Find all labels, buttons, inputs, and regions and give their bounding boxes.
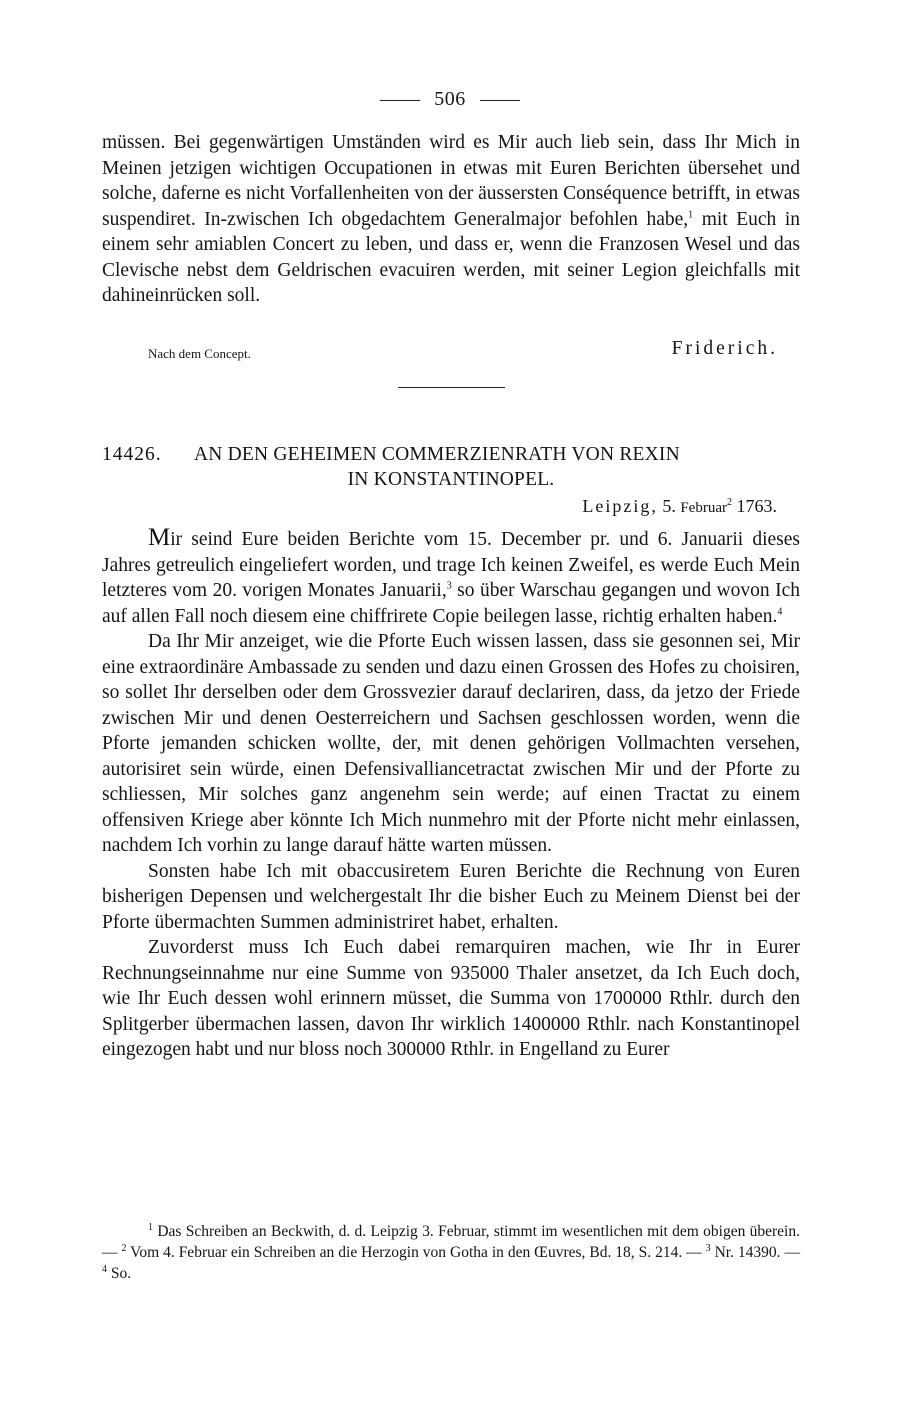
letter-heading-line-2: IN KONSTANTINOPEL.	[347, 469, 555, 490]
footnote-marker-3: 3	[446, 580, 452, 592]
paragraph-1-initial: M	[148, 524, 171, 551]
page-number	[0, 88, 900, 111]
footnote-4-marker: 4	[102, 1263, 107, 1275]
section-separator	[398, 387, 505, 388]
page-number-rule-right	[480, 100, 520, 101]
letter-body	[102, 525, 800, 1063]
footnote-2-marker: 2	[121, 1242, 127, 1254]
signature-row	[102, 338, 800, 364]
letter-heading-line-1: AN DEN GEHEIMEN COMMERZIENRATH VON REXIN	[194, 444, 680, 465]
dateline	[582, 496, 777, 517]
footnote-marker-4: 4	[777, 606, 783, 617]
date-month: Februar	[680, 500, 727, 516]
paragraph-1-text: ir seind Eure beiden Berichte vom 15. December pr. und 6. Januarii dieses Jahres getreulich eingeliefert worden, und trage Ich keinen Zweifel, es werde Euch Mein letzteres vom 20. vorigen Monates Januarii,	[102, 529, 800, 601]
continuation-paragraph	[102, 130, 800, 309]
paragraph-4: Zuvorderst muss Ich Euch dabei remarquiren machen, wie Ihr in Eurer Rechnungseinnahme nur eine Summe von 935000 Thaler ansetzet, da Ich Euch doch, wie Ihr Euch dessen wohl erinnern müsset, die Summa von 1700000 Rthlr. durch den Splitgerber übermachen lassen, davon Ihr wirklich 1400000 Rthlr. nach Konstantinopel eingezogen habt und nur bloss noch 300000 Rthlr. in Engelland zu Eurer	[102, 937, 800, 1060]
footnote-marker-2: 2	[727, 497, 732, 508]
source-note: Nach dem Concept.	[148, 346, 251, 361]
footnote-3: Nr. 14390. —	[710, 1244, 800, 1261]
page-number-text: 506	[434, 88, 466, 110]
paragraph-1	[102, 525, 800, 629]
footnote-1-marker: 1	[148, 1221, 153, 1233]
date-year: 1763.	[736, 496, 777, 516]
footnote-4: So.	[107, 1265, 132, 1282]
footnote-1: Das Schreiben an Beckwith, d. d. Leipzig 3. Februar, stimmt im wesentlichen mit dem obigen überein. —	[102, 1223, 800, 1261]
footnote-marker-1: 1	[688, 209, 694, 220]
signature: Friderich.	[671, 338, 778, 359]
footnote-3-marker: 3	[705, 1242, 711, 1254]
letter-number: 14426.	[102, 444, 162, 465]
paragraph-1-text-2: so über Warschau gegangen und wovon Ich auf allen Fall noch diesem eine chiffrirete Copie beilegen lasse, richtig erhalten haben.	[102, 580, 800, 627]
footnotes	[102, 1221, 800, 1284]
paragraph-3: Sonsten habe Ich mit obaccusiretem Euren Berichte die Rechnung von Euren bisherigen Depensen und welchergestalt Ihr die bisher Euch zu Meinem Dienst bei der Pforte übermachten Summen administriret habet, erhalten.	[102, 860, 800, 933]
paragraph-2: Da Ihr Mir anzeiget, wie die Pforte Euch wissen lassen, dass sie gesonnen sei, Mir eine extraordinäre Ambassade zu senden und dazu einen Grossen des Hofes zu choisiren, so sollet Ihr derselben oder dem Grossvezier darauf declariren, dass, da jetzo der Friede zwischen Mir und denen Oesterreichern und Sachsen geschlossen worden, wenn die Pforte jemanden schicken wollte, der, mit denen gehörigen Vollmachten versehen, autorisiret sein würde, einen Defensivalliancetractat zwischen Mir und der Pforte zu schliessen, Mir solches ganz angenehm sein werde; auf einen Tractat zu einem offensiven Kriege aber könnte Ich Mich nunmehro mit der Pforte nicht mehr einlassen, nachdem Ich vorhin zu lange darauf hätte warten müssen.	[102, 631, 800, 856]
continuation-text-1: müssen. Bei gegenwärtigen Umständen wird es Mir auch lieb sein, dass Ihr Mich in Meinen jetzigen wichtigen Occupationen in etwas mit Euren Berichten übersehet und solche, daferne es nicht Vorfallenheiten von der äussersten Conséquence betrifft, in etwas suspendiret. In-zwischen Ich obgedachtem Generalmajor befohlen habe,	[102, 132, 800, 230]
letter-heading	[102, 442, 800, 492]
footnote-2: Vom 4. Februar ein Schreiben an die Herzogin von Gotha in den Œuvres, Bd. 18, S. 214. —	[126, 1244, 706, 1261]
continuation-text-2: mit Euch in einem sehr amiablen Concert zu leben, und dass er, wenn die Franzosen Wesel und das Clevische nebst dem Geldrischen evacuiren werden, mit seiner Legion gleichfalls mit dahineinrücken soll.	[102, 208, 800, 306]
date-place: Leipzig,	[582, 496, 658, 516]
date-day: 5.	[662, 496, 676, 516]
page-number-rule-left	[380, 100, 420, 101]
